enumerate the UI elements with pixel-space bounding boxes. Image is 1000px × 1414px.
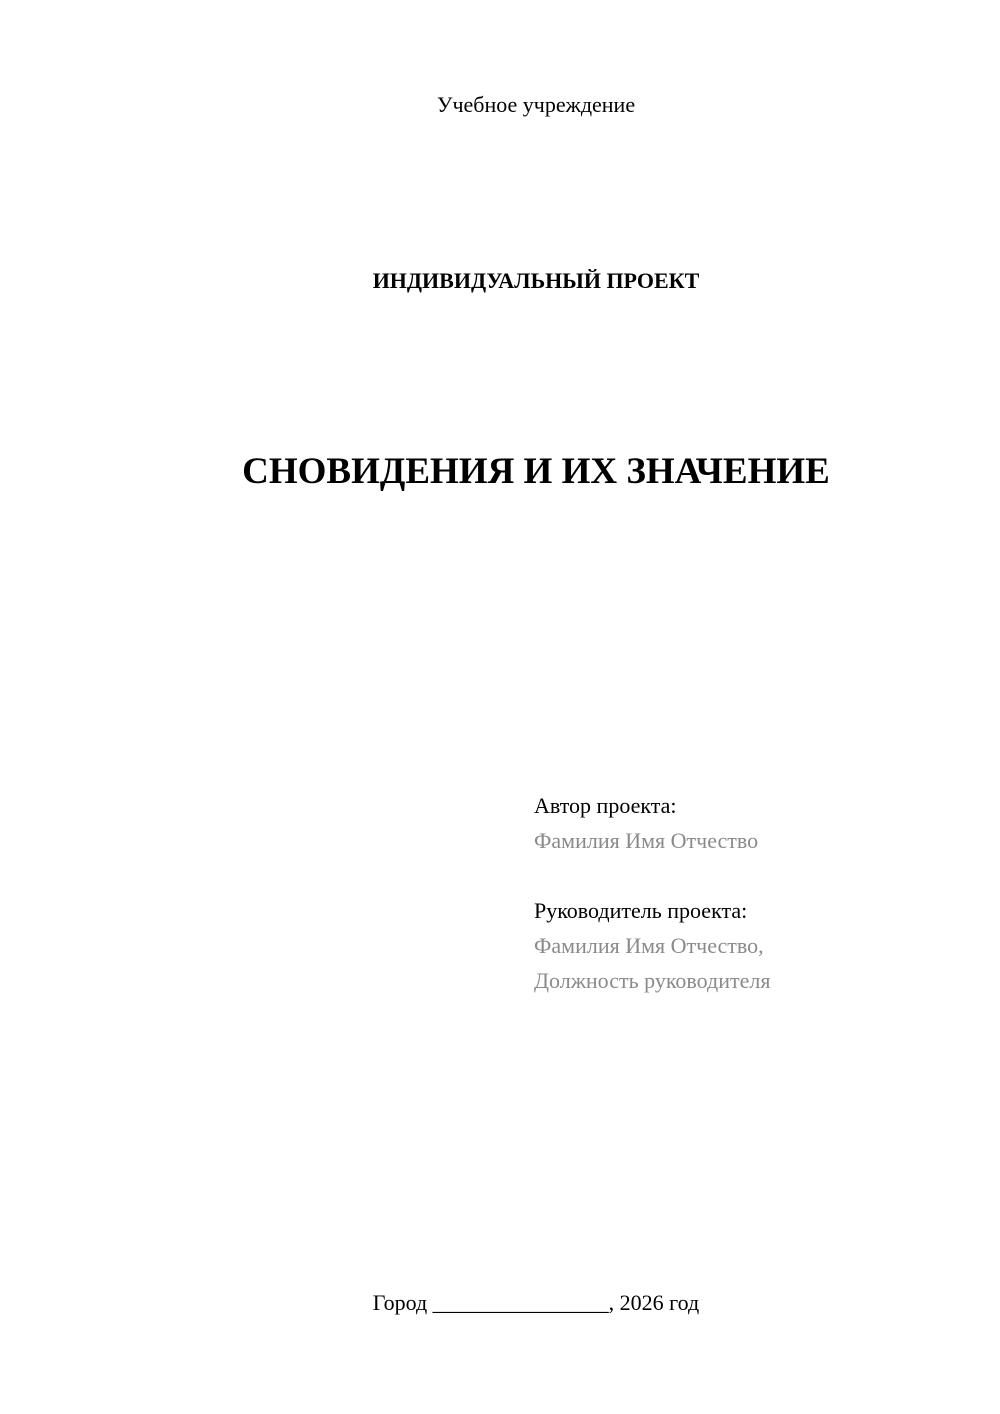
document-type-heading: ИНДИВИДУАЛЬНЫЙ ПРОЕКТ xyxy=(372,268,700,293)
city-year-line: Город ________________, 2026 год xyxy=(372,1290,700,1315)
supervisor-name: Фамилия Имя Отчество, xyxy=(534,933,764,958)
institution-name: Учебное учреждение xyxy=(436,92,636,117)
author-label: Автор проекта: xyxy=(534,793,677,818)
project-title: СНОВИДЕНИЯ И ИХ ЗНАЧЕНИЕ xyxy=(242,451,830,492)
project-info-block xyxy=(534,788,974,998)
supervisor-label: Руководитель проекта: xyxy=(534,898,748,923)
spacer xyxy=(534,858,974,893)
author-name: Фамилия Имя Отчество xyxy=(534,828,759,853)
supervisor-position: Должность руководителя xyxy=(534,968,771,993)
